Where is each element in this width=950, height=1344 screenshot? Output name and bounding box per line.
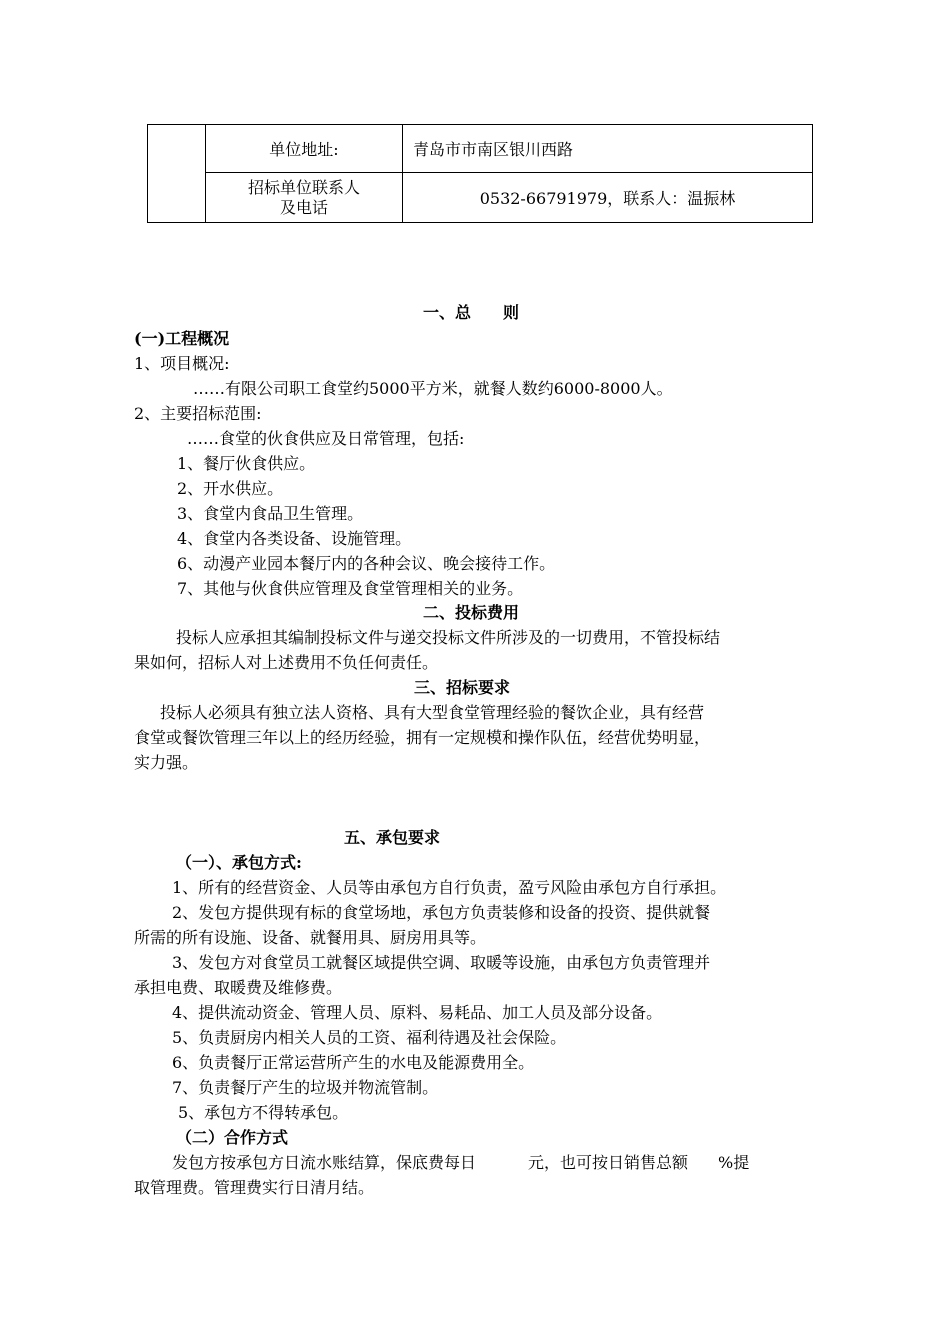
contract-line: 5、承包方不得转承包。 [178, 1103, 349, 1122]
contract-line: 5、负责厨房内相关人员的工资、福利待遇及社会保险。 [172, 1028, 567, 1047]
contract-line: 承担电费、取暖费及维修费。 [134, 978, 343, 997]
section3-para-line1: 投标人必须具有独立法人资格、具有大型食堂管理经验的餐饮企业，具有经营 [160, 703, 705, 722]
scope-item: 7、其他与伙食供应管理及食堂管理相关的业务。 [177, 579, 524, 598]
scope-item: 2、开水供应。 [177, 479, 284, 498]
item2-intro: ……食堂的伙食供应及日常管理，包括: [187, 429, 465, 448]
scope-item: 3、食堂内食品卫生管理。 [177, 504, 364, 523]
section5-title: 五、承包要求 [344, 828, 441, 847]
address-value: 青岛市市南区银川西路 [403, 125, 813, 173]
bidder-info-table [147, 124, 813, 223]
section2-para-line2: 果如何，招标人对上述费用不负任何责任。 [134, 653, 439, 672]
scope-item: 4、食堂内各类设备、设施管理。 [177, 529, 412, 548]
coop-part2: 元，也可按日销售总额 [528, 1153, 689, 1172]
section5-sub2: （二）合作方式 [176, 1128, 289, 1147]
section3-title: 三、招标要求 [414, 678, 511, 697]
section2-para-line1: 投标人应承担其编制投标文件与递交投标文件所涉及的一切费用，不管投标结 [176, 628, 721, 647]
contract-line: 7、负责餐厅产生的垃圾并物流管制。 [172, 1078, 439, 1097]
section1-title: 一、总 则 [423, 303, 520, 322]
scope-item: 1、餐厅伙食供应。 [177, 454, 316, 473]
section5-sub1: （一）、承包方式: [176, 853, 302, 872]
table-row [148, 125, 813, 173]
contract-line: 所需的所有设施、设备、就餐用具、厨房用具等。 [134, 928, 487, 947]
coop-line2: 取管理费。管理费实行日清月结。 [134, 1178, 375, 1197]
section3-para-line2: 食堂或餐饮管理三年以上的经历经验，拥有一定规模和操作队伍，经营优势明显， [134, 728, 711, 747]
table-blank-cell [148, 125, 206, 223]
contract-line: 6、负责餐厅正常运营所产生的水电及能源费用全。 [172, 1053, 535, 1072]
contact-label [206, 173, 403, 223]
contact-label-line2: 及电话 [279, 197, 328, 217]
table-row [148, 173, 813, 223]
coop-part3: %提 [718, 1153, 750, 1172]
contract-line: 2、发包方提供现有标的食堂场地，承包方负责装修和设备的投资、提供就餐 [172, 903, 711, 922]
item1-label: 1、项目概况: [134, 354, 230, 373]
item1-text: ……有限公司职工食堂约5000平方米，就餐人数约6000-8000人。 [193, 379, 673, 398]
contact-label-line1: 招标单位联系人 [247, 177, 360, 197]
item2-label: 2、主要招标范围: [134, 404, 262, 423]
address-label: 单位地址: [206, 125, 403, 173]
contract-line: 1、所有的经营资金、人员等由承包方自行负责，盈亏风险由承包方自行承担。 [172, 878, 727, 897]
coop-part1: 发包方按承包方日流水账结算，保底费每日 [172, 1153, 477, 1172]
scope-item: 6、动漫产业园本餐厅内的各种会议、晚会接待工作。 [177, 554, 556, 573]
contract-line: 4、提供流动资金、管理人员、原料、易耗品、加工人员及部分设备。 [172, 1003, 663, 1022]
coop-line1 [172, 1151, 749, 1175]
contract-line: 3、发包方对食堂员工就餐区域提供空调、取暖等设施，由承包方负责管理并 [172, 953, 711, 972]
section2-title: 二、投标费用 [423, 603, 520, 622]
section3-para-line3: 实力强。 [134, 753, 199, 772]
contact-value: 0532-66791979，联系人：温振林 [403, 173, 813, 223]
section1-sub1: (一)工程概况 [134, 329, 230, 348]
